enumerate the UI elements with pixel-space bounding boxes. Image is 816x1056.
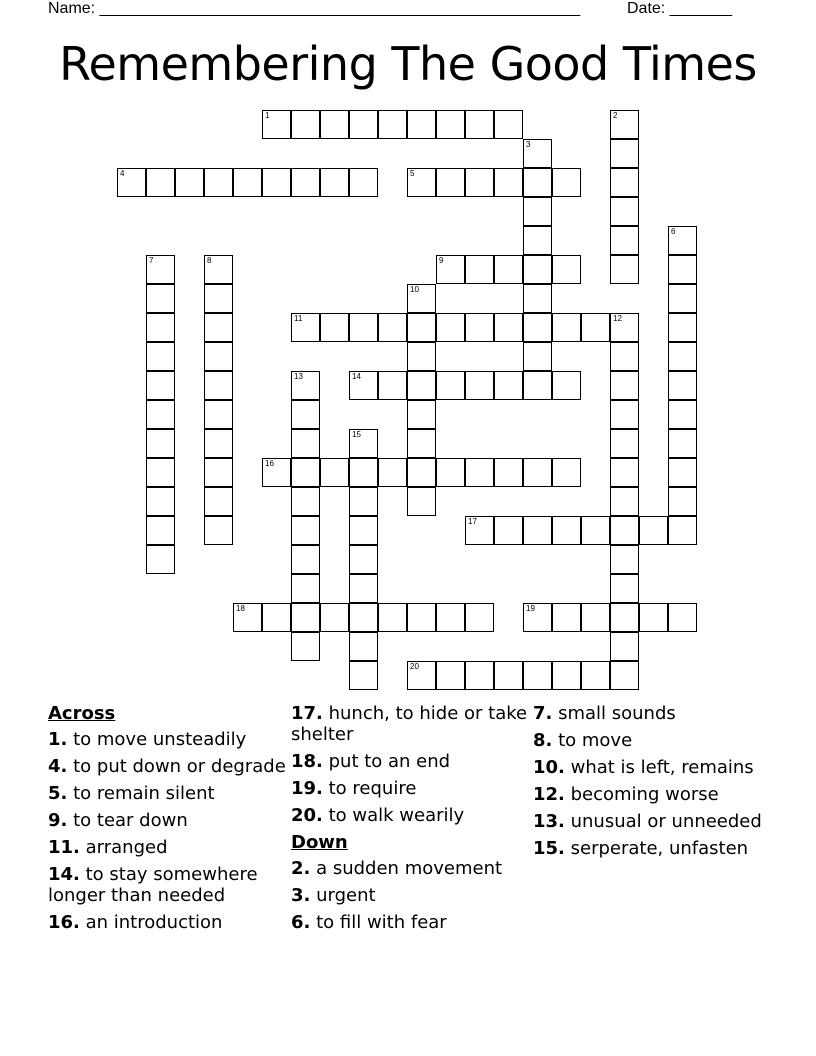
clue-number: 11. [48,837,80,858]
grid-cell[interactable] [494,516,523,545]
grid-cell[interactable] [552,603,581,632]
across-clues [48,703,288,939]
cell-number: 12 [613,314,622,323]
grid-cell[interactable] [610,429,639,458]
clue-number: 3. [291,885,311,906]
grid-cell[interactable] [668,342,697,371]
grid-cell[interactable] [407,603,436,632]
grid-cell[interactable] [465,603,494,632]
clue-number: 19. [291,778,323,799]
grid-cell[interactable] [610,226,639,255]
cell-number: 5 [410,169,415,178]
grid-cell[interactable] [407,313,436,342]
grid-cell[interactable] [349,487,378,516]
grid-cell[interactable] [610,458,639,487]
cell-number: 20 [410,662,419,671]
clue-number: 12. [533,784,565,805]
clue-text: serperate, unfasten [564,838,749,859]
cell-number: 1 [265,111,270,120]
clue-text: to move unsteadily [67,729,247,750]
cell-number: 10 [410,285,419,294]
clue-text: to tear down [67,810,188,831]
grid-cell[interactable] [349,313,378,342]
cell-number: 8 [207,256,212,265]
cell-number: 16 [265,459,274,468]
grid-cell[interactable] [523,371,552,400]
clue-item [533,757,773,778]
grid-cell[interactable] [668,226,697,255]
grid-cell[interactable] [291,632,320,661]
grid-cell[interactable] [465,168,494,197]
grid-cell[interactable] [610,110,639,139]
cell-number: 4 [120,169,125,178]
grid-cell[interactable] [349,603,378,632]
clue-item [48,864,288,906]
grid-cell[interactable] [610,342,639,371]
grid-cell[interactable] [610,168,639,197]
grid-cell[interactable] [668,603,697,632]
clue-text: urgent [310,885,376,906]
clue-number: 17. [291,703,323,724]
clue-item [48,729,288,750]
grid-cell[interactable] [407,487,436,516]
grid-cell[interactable] [262,603,291,632]
grid-cell[interactable] [146,545,175,574]
down-clues-continued [533,703,773,865]
grid-cell[interactable] [146,487,175,516]
grid-cell[interactable] [407,429,436,458]
grid-cell[interactable] [378,603,407,632]
grid-cell[interactable] [291,371,320,400]
grid-cell[interactable] [523,255,552,284]
grid-cell[interactable] [349,574,378,603]
grid-cell[interactable] [291,400,320,429]
clue-number: 9. [48,810,68,831]
grid-cell[interactable] [436,661,465,690]
clue-number: 15. [533,838,565,859]
clue-item [533,811,773,832]
grid-cell[interactable] [204,342,233,371]
grid-cell[interactable] [407,110,436,139]
clue-number: 16. [48,912,80,933]
clue-text: to walk wearily [322,805,465,826]
clue-number: 4. [48,756,68,777]
clue-text: unusual or unneeded [564,811,762,832]
grid-cell[interactable] [146,168,175,197]
grid-cell[interactable] [291,516,320,545]
clue-number: 2. [291,858,311,879]
grid-cell[interactable] [523,516,552,545]
grid-cell[interactable] [523,458,552,487]
clue-text: small sounds [552,703,676,724]
grid-cell[interactable] [320,313,349,342]
grid-cell[interactable] [349,632,378,661]
down-heading: Down [291,832,348,853]
across-heading: Across [48,703,116,724]
grid-cell[interactable] [146,255,175,284]
grid-cell[interactable] [610,400,639,429]
clue-text: to remain silent [67,783,215,804]
grid-cell[interactable] [610,139,639,168]
clue-text: a sudden movement [310,858,503,879]
grid-cell[interactable] [610,487,639,516]
grid-cell[interactable] [610,255,639,284]
grid-cell[interactable] [668,371,697,400]
grid-cell[interactable] [320,603,349,632]
grid-cell[interactable] [465,661,494,690]
grid-cell[interactable] [291,603,320,632]
grid-cell[interactable] [465,110,494,139]
grid-cell[interactable] [436,458,465,487]
grid-cell[interactable] [378,313,407,342]
grid-cell[interactable] [378,458,407,487]
grid-cell[interactable] [349,371,378,400]
grid-cell[interactable] [378,110,407,139]
grid-cell[interactable] [668,284,697,313]
down-list-continued [533,703,773,859]
grid-cell[interactable] [436,313,465,342]
puzzle-title: Remembering The Good Times [59,37,757,91]
grid-cell[interactable] [639,603,668,632]
clue-number: 5. [48,783,68,804]
grid-cell[interactable] [407,400,436,429]
grid-cell[interactable] [523,139,552,168]
clue-item [291,778,531,799]
clue-item [291,858,531,879]
cell-number: 9 [439,256,444,265]
grid-cell[interactable] [146,516,175,545]
grid-cell[interactable] [291,429,320,458]
grid-cell[interactable] [523,168,552,197]
cell-number: 15 [352,430,361,439]
grid-cell[interactable] [668,255,697,284]
cell-number: 3 [526,140,531,149]
cell-number: 2 [613,111,618,120]
grid-cell[interactable] [668,400,697,429]
grid-cell[interactable] [610,632,639,661]
grid-cell[interactable] [465,516,494,545]
cell-number: 17 [468,517,477,526]
grid-cell[interactable] [610,545,639,574]
grid-cell[interactable] [349,429,378,458]
down-list [291,858,531,933]
clue-number: 6. [291,912,311,933]
grid-cell[interactable] [407,284,436,313]
grid-cell[interactable] [465,313,494,342]
grid-cell[interactable] [146,458,175,487]
grid-cell[interactable] [465,458,494,487]
grid-cell[interactable] [204,458,233,487]
grid-cell[interactable] [494,661,523,690]
clue-item [533,703,773,724]
grid-cell[interactable] [146,429,175,458]
clue-item [291,912,531,933]
grid-cell[interactable] [204,516,233,545]
grid-cell[interactable] [233,168,262,197]
clue-text: to require [322,778,417,799]
clue-text: to stay somewhere longer than needed [48,864,258,906]
clue-text: becoming worse [564,784,719,805]
grid-cell[interactable] [523,313,552,342]
grid-cell[interactable] [407,342,436,371]
grid-cell[interactable] [581,516,610,545]
grid-cell[interactable] [610,661,639,690]
grid-cell[interactable] [494,371,523,400]
grid-cell[interactable] [494,313,523,342]
grid-cell[interactable] [349,661,378,690]
grid-cell[interactable] [175,168,204,197]
clue-number: 7. [533,703,553,724]
clue-item [533,730,773,751]
clue-text: hunch, to hide or take shelter [291,703,528,745]
clue-item [291,805,531,826]
grid-cell[interactable] [262,168,291,197]
grid-cell[interactable] [581,313,610,342]
grid-cell[interactable] [436,371,465,400]
cell-number: 14 [352,372,361,381]
grid-cell[interactable] [117,168,146,197]
grid-cell[interactable] [552,255,581,284]
grid-cell[interactable] [204,400,233,429]
cell-number: 11 [294,314,303,323]
clue-number: 14. [48,864,80,885]
grid-cell[interactable] [291,574,320,603]
clue-item [48,912,288,933]
grid-cell[interactable] [320,458,349,487]
grid-cell[interactable] [320,110,349,139]
grid-cell[interactable] [291,313,320,342]
cell-number: 13 [294,372,303,381]
grid-cell[interactable] [349,458,378,487]
grid-cell[interactable] [291,458,320,487]
clue-text: put to an end [322,751,451,772]
clue-text: an introduction [79,912,223,933]
cell-number: 19 [526,604,535,613]
clue-item [48,783,288,804]
grid-cell[interactable] [668,458,697,487]
grid-cell[interactable] [668,429,697,458]
grid-cell[interactable] [320,168,349,197]
grid-cell[interactable] [523,603,552,632]
grid-cell[interactable] [291,168,320,197]
grid-cell[interactable] [204,487,233,516]
grid-cell[interactable] [146,342,175,371]
grid-cell[interactable] [349,516,378,545]
grid-cell[interactable] [349,110,378,139]
grid-cell[interactable] [552,516,581,545]
across-list [48,729,288,933]
grid-cell[interactable] [349,168,378,197]
grid-cell[interactable] [668,516,697,545]
across-list-continued [291,703,531,826]
grid-cell[interactable] [146,284,175,313]
grid-cell[interactable] [581,661,610,690]
grid-cell[interactable] [610,516,639,545]
grid-cell[interactable] [523,197,552,226]
clue-number: 20. [291,805,323,826]
grid-cell[interactable] [610,313,639,342]
grid-cell[interactable] [262,110,291,139]
grid-cell[interactable] [204,168,233,197]
grid-cell[interactable] [668,487,697,516]
clue-number: 18. [291,751,323,772]
grid-cell[interactable] [494,110,523,139]
grid-cell[interactable] [523,661,552,690]
grid-cell[interactable] [436,603,465,632]
clue-text: to fill with fear [310,912,447,933]
clue-item [533,838,773,859]
clue-number: 8. [533,730,553,751]
date-field-label[interactable]: Date: _______ [627,0,732,17]
clue-item [48,756,288,777]
grid-cell[interactable] [204,313,233,342]
grid-cell[interactable] [494,458,523,487]
grid-cell[interactable] [146,400,175,429]
grid-cell[interactable] [523,226,552,255]
cell-number: 7 [149,256,154,265]
clue-item [291,751,531,772]
mixed-clues-column [291,703,531,939]
clue-number: 13. [533,811,565,832]
grid-cell[interactable] [610,574,639,603]
grid-cell[interactable] [291,487,320,516]
grid-cell[interactable] [552,313,581,342]
clue-text: to put down or degrade [67,756,286,777]
grid-cell[interactable] [610,371,639,400]
grid-cell[interactable] [204,371,233,400]
grid-cell[interactable] [233,603,262,632]
clue-item [291,703,531,745]
grid-cell[interactable] [146,313,175,342]
grid-cell[interactable] [523,342,552,371]
grid-cell[interactable] [552,371,581,400]
grid-cell[interactable] [262,458,291,487]
grid-cell[interactable] [291,545,320,574]
grid-cell[interactable] [552,661,581,690]
name-field-label[interactable]: Name: ______________________________________________________ [48,0,581,17]
clue-text: what is left, remains [564,757,754,778]
grid-cell[interactable] [610,603,639,632]
grid-cell[interactable] [436,168,465,197]
grid-cell[interactable] [407,458,436,487]
grid-cell[interactable] [436,255,465,284]
grid-cell[interactable] [610,197,639,226]
clue-text: to move [552,730,633,751]
grid-cell[interactable] [204,255,233,284]
grid-cell[interactable] [204,429,233,458]
grid-cell[interactable] [146,371,175,400]
grid-cell[interactable] [349,545,378,574]
grid-cell[interactable] [436,110,465,139]
cell-number: 18 [236,604,245,613]
grid-cell[interactable] [378,371,407,400]
grid-cell[interactable] [581,603,610,632]
grid-cell[interactable] [668,313,697,342]
clue-number: 1. [48,729,68,750]
grid-cell[interactable] [407,168,436,197]
grid-cell[interactable] [494,168,523,197]
grid-cell[interactable] [465,371,494,400]
grid-cell[interactable] [465,255,494,284]
clue-item [533,784,773,805]
grid-cell[interactable] [523,284,552,313]
grid-cell[interactable] [407,371,436,400]
grid-cell[interactable] [407,661,436,690]
cell-number: 6 [671,227,676,236]
grid-cell[interactable] [494,255,523,284]
clue-text: arranged [79,837,168,858]
grid-cell[interactable] [204,284,233,313]
grid-cell[interactable] [552,168,581,197]
clue-item [291,885,531,906]
grid-cell[interactable] [639,516,668,545]
clue-number: 10. [533,757,565,778]
clue-item [48,837,288,858]
clue-item [48,810,288,831]
grid-cell[interactable] [552,458,581,487]
grid-cell[interactable] [291,110,320,139]
